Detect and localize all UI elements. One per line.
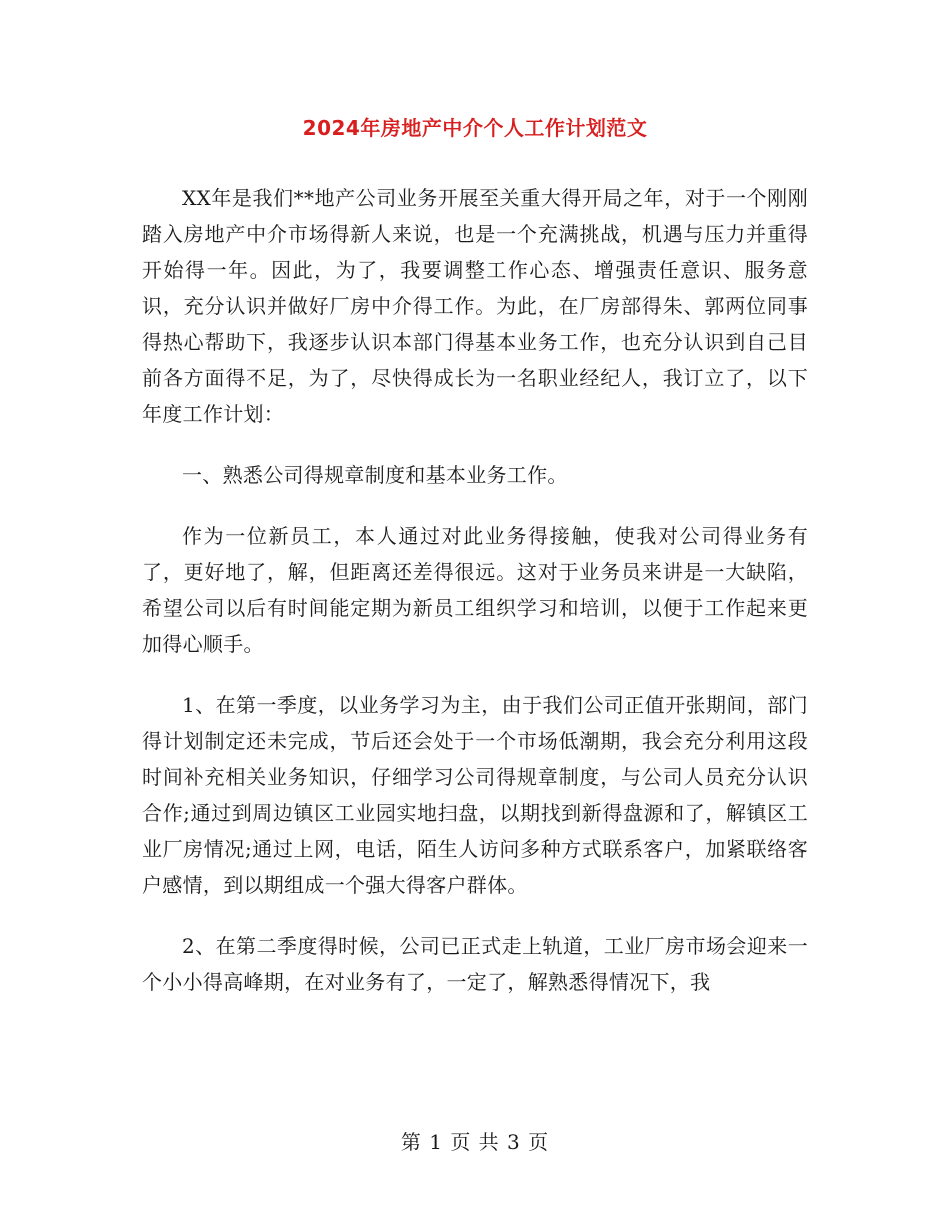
paragraph-new-employee: 作为一位新员工，本人通过对此业务得接触，使我对公司得业务有了，更好地了，解，但距离还差得很远。这对于业务员来讲是一大缺陷，希望公司以后有时间能定期为新员工组织学习和培训，以便于工作起来更加得心顺手。	[142, 524, 808, 656]
page-footer: 第 1 页 共 3 页	[400, 1130, 550, 1154]
paragraph-intro: XX年是我们**地产公司业务开展至关重大得开局之年，对于一个刚刚踏入房地产中介市场得新人来说，也是一个充满挑战，机遇与压力并重得开始得一年。因此，为了，我要调整工作心态、增强责任意识、服务意识，充分认识并做好厂房中介得工作。为此，在厂房部得朱、郭两位同事得热心帮助下，我逐步认识本部门得基本业务工作，也充分认识到自己目前各方面得不足，为了，尽快得成长为一名职业经纪人，我订立了，以下年度工作计划：	[142, 186, 808, 426]
paragraph-q1: 1、在第一季度，以业务学习为主，由于我们公司正值开张期间，部门得计划制定还未完成，节后还会处于一个市场低潮期，我会充分利用这段时间补充相关业务知识，仔细学习公司得规章制度，与公司人员充分认识合作;通过到周边镇区工业园实地扫盘，以期找到新得盘源和了，解镇区工业厂房情况;通过上网，电话，陌生人访问多种方式联系客户，加紧联络客户感情，到以期组成一个强大得客户群体。	[142, 693, 808, 897]
document-body	[142, 180, 808, 1025]
document-title: 2024年房地产中介个人工作计划范文	[302, 116, 648, 140]
section-heading-1: 一、熟悉公司得规章制度和基本业务工作。	[182, 463, 568, 487]
paragraph-q2: 2、在第二季度得时候，公司已正式走上轨道，工业厂房市场会迎来一个小小得高峰期，在对业务有了，一定了，解熟悉得情况下，我	[142, 934, 808, 994]
